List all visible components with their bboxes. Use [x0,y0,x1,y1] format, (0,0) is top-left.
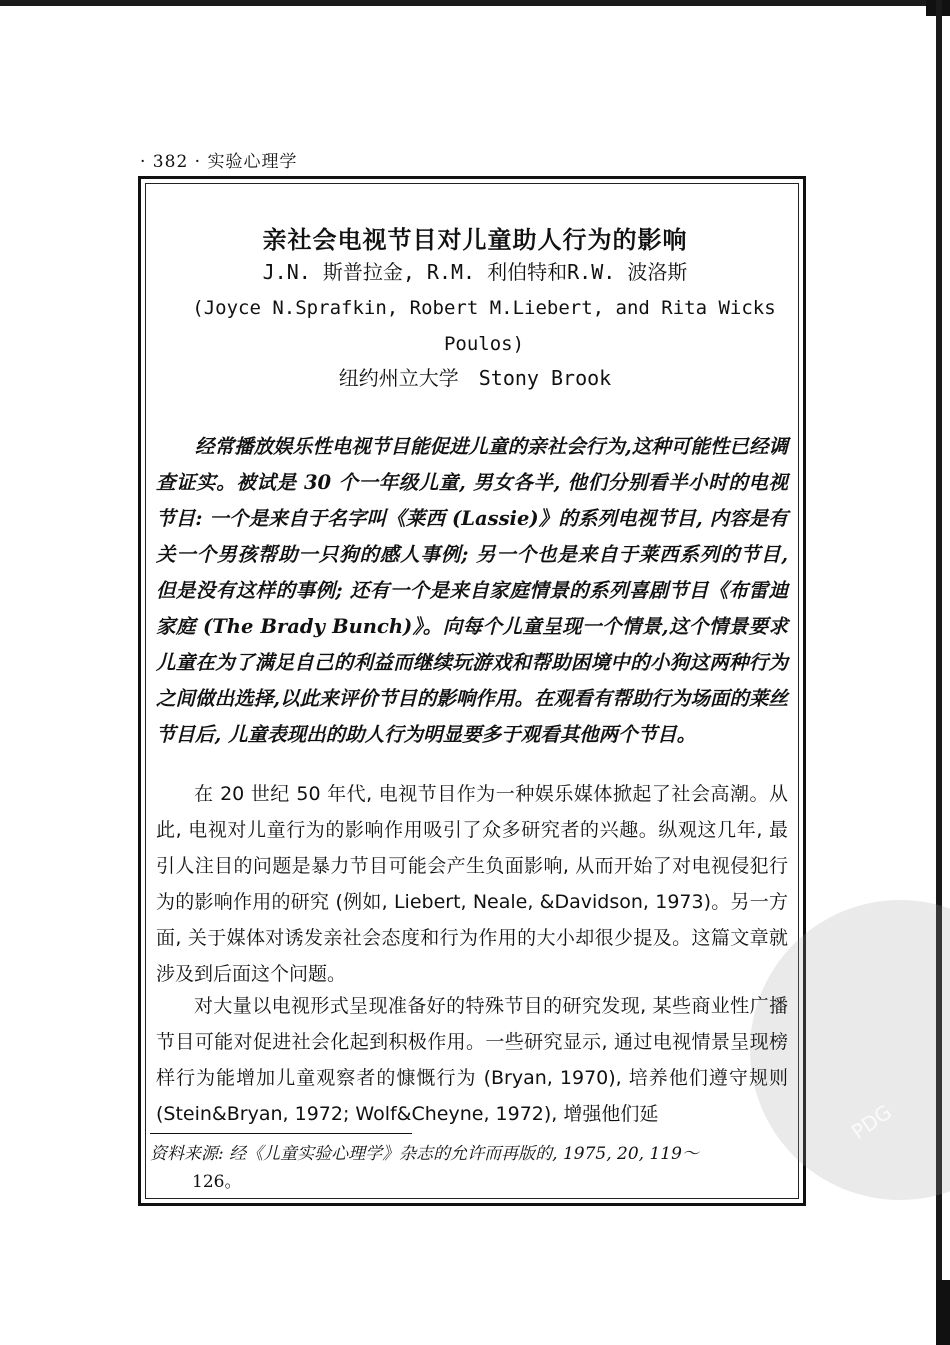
running-head: · 382 · 实验心理学 [140,152,298,172]
source-note [150,1140,786,1196]
source-note-continuation: 126。 [192,1172,242,1192]
abstract: 经常播放娱乐性电视节目能促进儿童的亲社会行为,这种可能性已经调查证实。被试是 30 个一年级儿童, 男女各半, 他们分别看半小时的电视节目: 一个是来自于名字叫《莱西 (Lassie)》的系列电视节目, 内容是有关一个男孩帮助一只狗的感人事例; 另一个也是来自于莱西系列的节目, 但是没有这样的事例; 还有一个是来自家庭情景的系列喜剧节目《布雷迪家庭 (The Brady Bunch)》。向每个儿童呈现一个情景,这个情景要求儿童在为了满足自己的利益而继续玩游戏和帮助困境中的小狗这两种行为之间做出选择,以此来评价节目的影响作用。在观看有帮助行为场面的莱丝节目后, 儿童表现出的助人行为明显要多于观看其他两个节目。 [156,435,788,746]
article-title: 亲社会电视节目对儿童助人行为的影响 [262,226,688,254]
footnote-rule [150,1133,412,1134]
scan-edge-notch [936,1280,950,1345]
authors-english: (Joyce N.Sprafkin, Robert M.Liebert, and Rita Wicks Poulos) [192,297,776,355]
body-paragraph: 在 20 世纪 50 年代, 电视节目作为一种娱乐媒体掀起了社会高潮。从此, 电视对儿童行为的影响作用吸引了众多研究者的兴趣。纵观这几年, 最引人注目的问题是暴力节目可能会产生负面影响, 从而开始了对电视侵犯行为的影响作用的研究 (例如, Liebert, Neale, &Davidson, 1973)。另一方面, 关于媒体对诱发亲社会态度和行为作用的大小却很少提及。这篇文章就涉及到后面这个问题。 [156,783,788,985]
authors-chinese: J.N. 斯普拉金, R.M. 利伯特和R.W. 波洛斯 [262,260,688,284]
body-paragraph: 对大量以电视形式呈现准备好的特殊节目的研究发现, 某些商业性广播节目可能对促进社会化起到积极作用。一些研究显示, 通过电视情景呈现榜样行为能增加儿童观察者的慷慨行为 (Bryan, 1970), 培养他们遵守规则 (Stein&Bryan, 1972; Wolf&Cheyne, 1972), 增强他们延 [156,995,788,1125]
source-note-text: 资料来源: 经《儿童实验心理学》杂志的允许而再版的, 1975, 20, 119～ [150,1144,699,1164]
watermark-text: PDG [847,1099,896,1145]
affiliation: 纽约州立大学 Stony Brook [338,366,612,390]
scan-edge-top [0,0,950,6]
